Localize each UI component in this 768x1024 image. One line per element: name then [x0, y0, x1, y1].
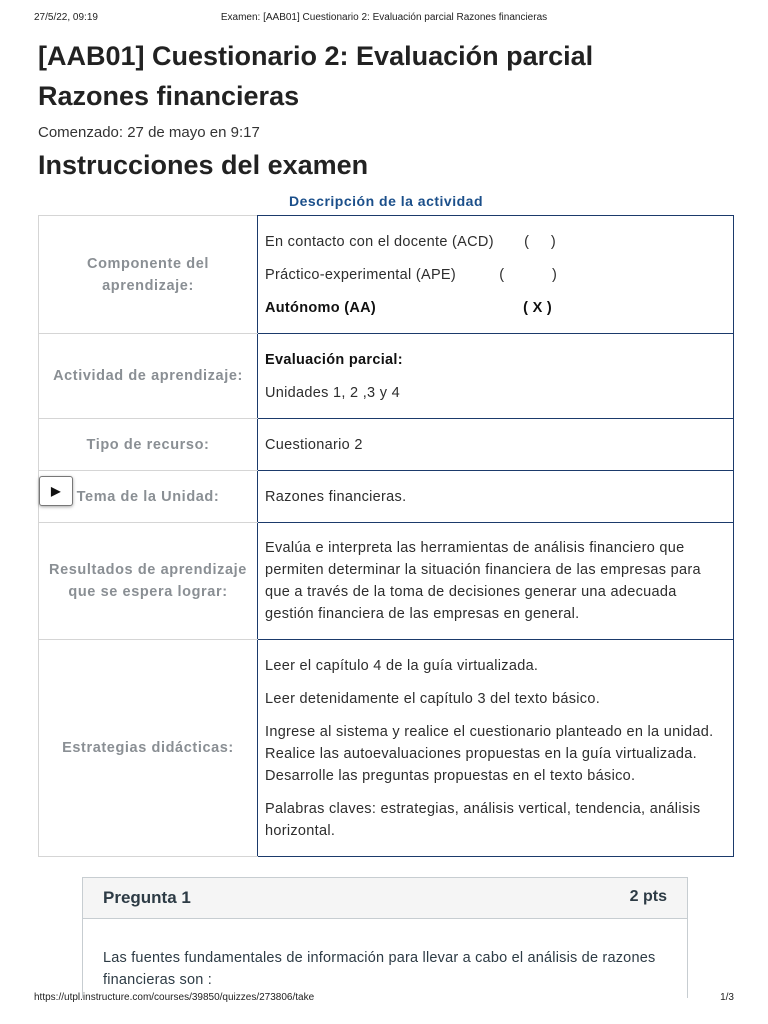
quiz-title-line2: Razones financieras — [38, 81, 300, 111]
instructions-heading: Instrucciones del examen — [38, 150, 369, 180]
print-page-title: Examen: [AAB01] Cuestionario 2: Evaluación parcial Razones financieras — [220, 12, 548, 23]
activity-units: Unidades 1, 2 ,3 y 4 — [265, 384, 400, 401]
play-icon: ▶ — [51, 484, 61, 498]
question-points: 2 pts — [629, 888, 667, 905]
row-value — [258, 640, 734, 857]
row-label: Estrategias didácticas: — [39, 640, 258, 857]
table-row — [39, 640, 734, 857]
activity-table-caption: Descripción de la actividad — [288, 193, 483, 209]
row-label: Resultados de aprendizaje que se espera lograr: — [39, 523, 258, 640]
row-value — [258, 419, 734, 471]
row-value — [258, 523, 734, 640]
row-label: Tipo de recurso: — [39, 419, 258, 471]
row-value — [258, 216, 734, 334]
page-number: 1/3 — [720, 992, 734, 1003]
row-label: Tema de la Unidad: — [76, 488, 220, 505]
component-ape: Práctico-experimental (APE) ( ) — [265, 266, 558, 283]
row-label-with-play — [39, 471, 258, 523]
quiz-title-line1: [AAB01] Cuestionario 2: Evaluación parcial — [38, 41, 594, 71]
question-header — [83, 878, 687, 919]
table-row — [39, 216, 734, 334]
resource-type: Cuestionario 2 — [265, 436, 363, 453]
question-title: Pregunta 1 — [103, 888, 191, 907]
component-acd: En contacto con el docente (ACD) ( ) — [265, 233, 557, 250]
strategy-item: Palabras claves: estrategias, análisis vertical, tendencia, análisis horizontal. — [265, 800, 701, 839]
learning-outcomes: Evalúa e interpreta las herramientas de análisis financiero que permiten determinar la situación financiera de las empresas para que a través de la toma de decisiones generar una adecuada gestión financiera de las empresas en general. — [265, 540, 701, 622]
table-row — [39, 334, 734, 419]
row-label: Actividad de aprendizaje: — [39, 334, 258, 419]
print-header — [34, 12, 734, 26]
activity-description-table — [38, 215, 734, 857]
question-text: Las fuentes fundamentales de información para llevar a cabo el análisis de razones financieras son : — [103, 950, 656, 988]
quiz-title — [38, 36, 734, 116]
activity-type: Evaluación parcial: — [265, 351, 403, 368]
row-value — [258, 471, 734, 523]
row-label: Componente del aprendizaje: — [39, 216, 258, 334]
print-footer — [34, 992, 734, 1006]
print-datetime: 27/5/22, 09:19 — [34, 12, 98, 23]
page-url: https://utpl.instructure.com/courses/39850/quizzes/273806/take — [34, 992, 315, 1003]
started-timestamp: Comenzado: 27 de mayo en 9:17 — [38, 124, 260, 141]
row-value — [258, 334, 734, 419]
table-row — [39, 419, 734, 471]
strategy-item: Leer detenidamente el capítulo 3 del texto básico. — [265, 690, 601, 707]
quiz-content — [38, 36, 734, 857]
strategy-item: Ingrese al sistema y realice el cuestionario planteado en la unidad. Realice las autoevaluaciones propuestas en la guía virtualizada. Desarrolle las preguntas propuestas en el texto básico. — [265, 723, 714, 784]
strategy-item: Leer el capítulo 4 de la guía virtualizada. — [265, 657, 539, 674]
table-row — [39, 471, 734, 523]
table-row — [39, 523, 734, 640]
unit-topic: Razones financieras. — [265, 488, 407, 505]
play-button[interactable] — [39, 476, 73, 506]
question-card — [82, 877, 688, 998]
component-aa: Autónomo (AA) ( X ) — [265, 299, 553, 316]
